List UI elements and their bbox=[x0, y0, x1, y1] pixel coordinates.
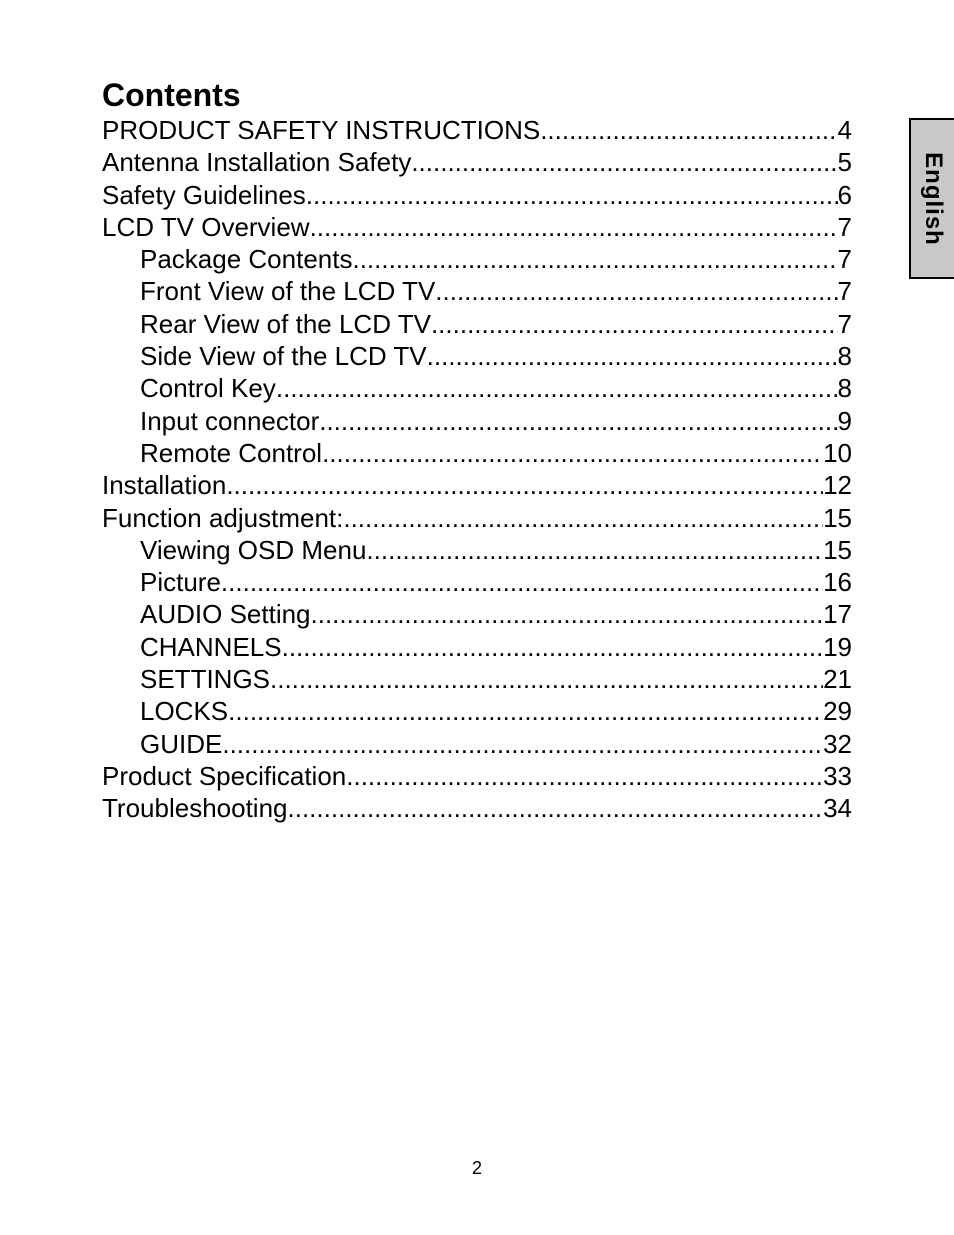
toc-entry[interactable] bbox=[102, 146, 852, 178]
toc-entry-page: 9 bbox=[837, 405, 852, 436]
toc-entry-page: 34 bbox=[823, 793, 852, 824]
toc-entry-title: LCD TV Overview bbox=[102, 211, 310, 242]
toc-entry-title: Front View of the LCD TV bbox=[140, 276, 436, 307]
page-number: 2 bbox=[471, 1158, 482, 1178]
toc-entry[interactable] bbox=[102, 469, 852, 501]
toc-entry-page: 12 bbox=[823, 470, 852, 501]
toc-entry[interactable] bbox=[102, 792, 852, 824]
toc-dot-leader bbox=[346, 760, 823, 792]
toc-entry[interactable] bbox=[102, 566, 852, 598]
toc-entry[interactable] bbox=[102, 760, 852, 792]
toc-dot-leader bbox=[310, 211, 838, 243]
toc-entry[interactable] bbox=[102, 114, 852, 146]
toc-dot-leader bbox=[427, 340, 838, 372]
toc-dot-leader bbox=[270, 663, 823, 695]
toc-dot-leader bbox=[322, 437, 823, 469]
toc-dot-leader bbox=[226, 469, 823, 501]
toc-entry-title: Side View of the LCD TV bbox=[140, 341, 427, 372]
toc-entry[interactable] bbox=[102, 728, 852, 760]
toc-entry[interactable] bbox=[102, 340, 852, 372]
toc-entry-title: Viewing OSD Menu bbox=[140, 534, 367, 565]
language-tab-label: English bbox=[919, 151, 947, 246]
toc-dot-leader bbox=[311, 598, 824, 630]
toc-entry-title: Installation bbox=[102, 470, 227, 501]
toc-dot-leader bbox=[222, 728, 823, 760]
toc-dot-leader bbox=[431, 308, 838, 340]
toc-entry-page: 16 bbox=[823, 567, 852, 598]
toc-dot-leader bbox=[282, 631, 823, 663]
toc-entry-title: Function adjustment: bbox=[102, 502, 344, 533]
toc-dot-leader bbox=[228, 695, 823, 727]
toc-entry-title: Rear View of the LCD TV bbox=[140, 308, 431, 339]
page-title: Contents bbox=[102, 77, 241, 113]
toc-dot-leader bbox=[276, 372, 838, 404]
toc-entry-page: 5 bbox=[837, 147, 852, 178]
toc-entry-page: 7 bbox=[837, 211, 852, 242]
toc-entry[interactable] bbox=[102, 437, 852, 469]
toc-entry[interactable] bbox=[102, 502, 852, 534]
toc-entry-page: 7 bbox=[837, 244, 852, 275]
toc-entry[interactable] bbox=[102, 534, 852, 566]
toc-entry-page: 21 bbox=[823, 664, 852, 695]
toc-dot-leader bbox=[319, 405, 837, 437]
toc-entry-title: Remote Control bbox=[140, 437, 323, 468]
toc-entry-title: AUDIO Setting bbox=[140, 599, 311, 630]
toc-entry-title: LOCKS bbox=[140, 696, 229, 727]
toc-entry-title: Troubleshooting bbox=[102, 793, 288, 824]
toc-entry-title: Product Specification bbox=[102, 760, 347, 791]
toc-dot-leader bbox=[366, 534, 823, 566]
toc-entry-page: 32 bbox=[823, 728, 852, 759]
toc-entry[interactable] bbox=[102, 211, 852, 243]
toc-entry-page: 17 bbox=[823, 599, 852, 630]
toc-entry-page: 33 bbox=[823, 760, 852, 791]
toc-entry[interactable] bbox=[102, 275, 852, 307]
toc-entry[interactable] bbox=[102, 372, 852, 404]
toc-dot-leader bbox=[306, 179, 838, 211]
toc-entry-page: 7 bbox=[837, 276, 852, 307]
toc-dot-leader bbox=[540, 114, 837, 146]
toc-dot-leader bbox=[343, 502, 823, 534]
toc-entry-page: 8 bbox=[837, 373, 852, 404]
toc-entry-title: PRODUCT SAFETY INSTRUCTIONS bbox=[102, 115, 541, 145]
toc-dot-leader bbox=[435, 275, 837, 307]
toc-entry-page: 29 bbox=[823, 696, 852, 727]
table-of-contents bbox=[102, 114, 852, 825]
toc-entry-page: 8 bbox=[837, 341, 852, 372]
toc-entry-title: Control Key bbox=[140, 373, 276, 404]
toc-entry[interactable] bbox=[102, 405, 852, 437]
toc-entry[interactable] bbox=[102, 663, 852, 695]
toc-entry-page: 19 bbox=[823, 631, 852, 662]
toc-entry[interactable] bbox=[102, 695, 852, 727]
toc-entry[interactable] bbox=[102, 308, 852, 340]
toc-entry[interactable] bbox=[102, 631, 852, 663]
toc-entry[interactable] bbox=[102, 243, 852, 275]
language-tab bbox=[909, 118, 954, 279]
toc-entry-page: 4 bbox=[837, 115, 852, 145]
toc-entry-title: Input connector bbox=[140, 405, 320, 436]
toc-entry-title: Antenna Installation Safety bbox=[102, 147, 412, 178]
toc-entry-title: SETTINGS bbox=[140, 664, 271, 695]
toc-entry-page: 7 bbox=[837, 308, 852, 339]
toc-entry-page: 10 bbox=[823, 437, 852, 468]
toc-entry-title: Safety Guidelines bbox=[102, 179, 306, 210]
toc-entry-title: Picture bbox=[140, 567, 221, 598]
toc-entry-page: 15 bbox=[823, 534, 852, 565]
toc-entry-title: GUIDE bbox=[140, 728, 223, 759]
toc-entry-page: 15 bbox=[823, 502, 852, 533]
toc-entry[interactable] bbox=[102, 598, 852, 630]
toc-entry-page: 6 bbox=[837, 179, 852, 210]
toc-entry-title: Package Contents bbox=[140, 244, 353, 275]
toc-entry-title: CHANNELS bbox=[140, 631, 282, 662]
toc-entry[interactable] bbox=[102, 179, 852, 211]
toc-dot-leader bbox=[352, 243, 837, 275]
toc-dot-leader bbox=[411, 146, 837, 178]
toc-dot-leader bbox=[288, 792, 824, 824]
toc-dot-leader bbox=[221, 566, 823, 598]
